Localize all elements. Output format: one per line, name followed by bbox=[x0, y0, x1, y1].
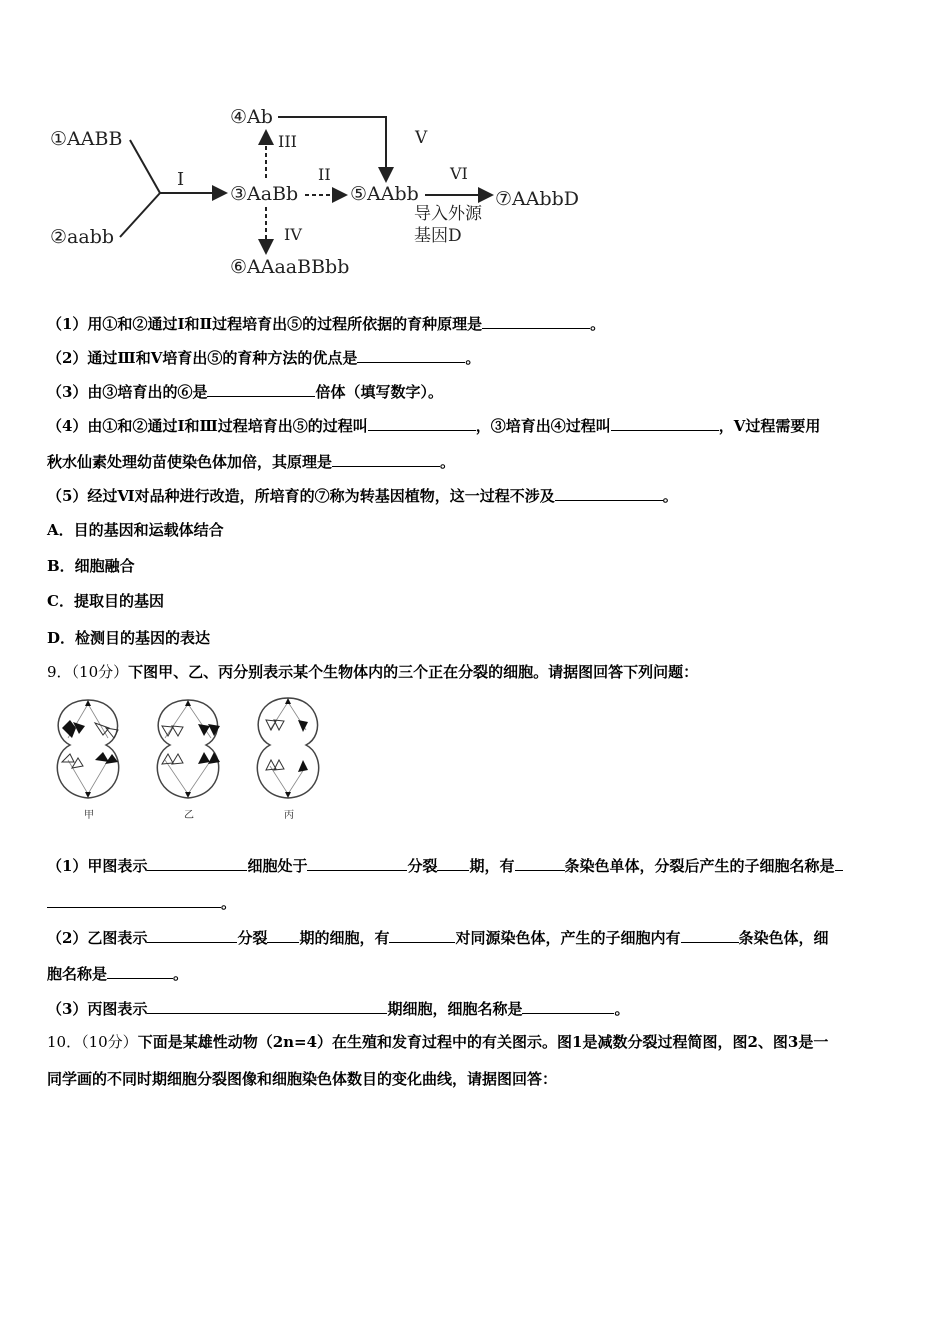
q9-p1-a: （1）甲图表示 bbox=[47, 857, 148, 875]
q8-part4 bbox=[47, 415, 820, 436]
cell-jia bbox=[57, 700, 118, 798]
q9-p1-c: 分裂 bbox=[407, 857, 438, 875]
label-VI: VI bbox=[450, 164, 468, 183]
q9-p2b-b: 。 bbox=[173, 965, 189, 983]
label-I: I bbox=[177, 169, 185, 190]
q9-p3-b: 期细胞，细胞名称是 bbox=[387, 1000, 523, 1018]
q9-p1-blank1[interactable] bbox=[147, 855, 247, 871]
cell-yi bbox=[157, 700, 220, 798]
q9-p1-blank3[interactable] bbox=[437, 855, 469, 871]
cell-figures bbox=[40, 690, 340, 825]
q8-p2-blank[interactable] bbox=[357, 347, 465, 363]
node-3: ③AaBb bbox=[230, 183, 299, 205]
q9-p1-blank2[interactable] bbox=[307, 855, 407, 871]
import-label-2: 基因D bbox=[414, 226, 462, 246]
q9-part1-cont bbox=[47, 892, 236, 913]
import-label-1: 导入外源 bbox=[414, 204, 482, 224]
label-bing: 丙 bbox=[284, 810, 294, 821]
q8-p4-mid: ，③培育出④过程叫 bbox=[475, 417, 611, 435]
q9-p1-e: 条染色单体，分裂后产生的子细胞名称是 bbox=[564, 857, 835, 875]
label-II: II bbox=[318, 165, 331, 184]
option-a[interactable]: A．目的基因和运载体结合 bbox=[47, 521, 224, 539]
q8-p4-end: ，Ⅴ过程需要用 bbox=[718, 417, 821, 435]
q8-p2-end: 。 bbox=[465, 349, 481, 367]
q8-p4-text: （4）由①和②通过Ⅰ和Ⅲ过程培育出⑤的过程叫 bbox=[47, 417, 368, 435]
q9-p1-blank4[interactable] bbox=[515, 855, 565, 871]
option-d[interactable]: D．检测目的基因的表达 bbox=[47, 629, 211, 647]
node-4: ④Ab bbox=[230, 106, 273, 128]
q9-part3 bbox=[47, 998, 629, 1019]
q8-part3 bbox=[47, 381, 443, 402]
q8-p1-blank[interactable] bbox=[482, 313, 590, 329]
q8-p4-blank2[interactable] bbox=[611, 415, 719, 431]
node-1: ①AABB bbox=[50, 128, 123, 150]
q9-p2-blank2[interactable] bbox=[267, 927, 299, 943]
q8-part4-cont bbox=[47, 451, 455, 472]
q9-p1-blank5a[interactable] bbox=[835, 855, 843, 871]
q10-stem bbox=[47, 1032, 828, 1052]
label-yi: 乙 bbox=[184, 810, 194, 821]
q8-part2 bbox=[47, 347, 480, 368]
q9-p3-c: 。 bbox=[614, 1000, 630, 1018]
q8-p4b-end: 。 bbox=[440, 453, 456, 471]
q8-p4b-blank[interactable] bbox=[332, 451, 440, 467]
q8-p3-end: 倍体（填写数字）。 bbox=[315, 383, 443, 401]
option-c[interactable]: C．提取目的基因 bbox=[47, 592, 164, 610]
q9-p3-blank1[interactable] bbox=[147, 998, 387, 1014]
q9-p1-b: 细胞处于 bbox=[247, 857, 308, 875]
q9-part1 bbox=[47, 855, 843, 876]
q10-stem-text: 下面是某雄性动物（2n=4）在生殖和发育过程中的有关图示。图1是减数分裂过程简图，图2、图3是一 bbox=[137, 1033, 829, 1051]
q9-part2-cont bbox=[47, 963, 188, 984]
q9-p1-d: 期，有 bbox=[469, 857, 515, 875]
q9-p2b-blank[interactable] bbox=[107, 963, 173, 979]
option-b[interactable]: B．细胞融合 bbox=[47, 557, 135, 575]
q8-part1 bbox=[47, 313, 605, 334]
label-IV: IV bbox=[284, 225, 302, 244]
q9-p2-c: 期的细胞，有 bbox=[299, 929, 390, 947]
q9-p1-f: 。 bbox=[221, 894, 237, 912]
q10-stem-text-2: 同学画的不同时期细胞分裂图像和细胞染色体数目的变化曲线，请据图回答： bbox=[47, 1070, 558, 1088]
edge-2 bbox=[120, 193, 160, 237]
label-III: III bbox=[278, 132, 297, 151]
q9-p2-blank1[interactable] bbox=[147, 927, 237, 943]
q9-p2-b: 分裂 bbox=[237, 929, 268, 947]
q9-p2-e: 条染色体，细 bbox=[738, 929, 829, 947]
q10-stem-cont bbox=[47, 1069, 557, 1089]
q8-p5-text: （5）经过Ⅵ对品种进行改造，所培育的⑦称为转基因植物，这一过程不涉及 bbox=[47, 487, 555, 505]
q8-p1-text: （1）用①和②通过Ⅰ和Ⅱ过程培育出⑤的过程所依据的育种原理是 bbox=[47, 315, 483, 333]
q9-p2-blank3[interactable] bbox=[389, 927, 455, 943]
q8-p2-text: （2）通过Ⅲ和Ⅴ培育出⑤的育种方法的优点是 bbox=[47, 349, 358, 367]
q8-p3-blank[interactable] bbox=[207, 381, 315, 397]
q8-p4-blank1[interactable] bbox=[368, 415, 476, 431]
label-V: V bbox=[415, 128, 428, 148]
q9-number: 9．（10分） bbox=[47, 663, 129, 681]
q9-p2-a: （2）乙图表示 bbox=[47, 929, 148, 947]
q9-p3-blank2[interactable] bbox=[522, 998, 614, 1014]
q8-part5 bbox=[47, 485, 678, 506]
q10-number: 10．（10分） bbox=[47, 1033, 138, 1051]
breeding-diagram bbox=[40, 95, 600, 285]
cell-bing bbox=[257, 698, 318, 798]
node-2: ②aabb bbox=[50, 226, 115, 248]
q8-p5-end: 。 bbox=[662, 487, 678, 505]
edge-1 bbox=[130, 140, 160, 193]
q8-p5-blank[interactable] bbox=[555, 485, 663, 501]
q9-p2-d: 对同源染色体，产生的子细胞内有 bbox=[455, 929, 681, 947]
q9-p2-blank4[interactable] bbox=[681, 927, 739, 943]
node-7: ⑦AAbbD bbox=[495, 188, 580, 210]
node-5: ⑤AAbb bbox=[350, 183, 419, 205]
q9-stem bbox=[47, 662, 698, 682]
q9-stem-text: 下图甲、乙、丙分别表示某个生物体内的三个正在分裂的细胞。请据图回答下列问题： bbox=[128, 663, 699, 681]
q9-p1-blank5b[interactable] bbox=[47, 892, 221, 908]
q9-part2 bbox=[47, 927, 829, 948]
label-jia: 甲 bbox=[84, 810, 94, 821]
q8-p1-end: 。 bbox=[590, 315, 606, 333]
q9-p2b-a: 胞名称是 bbox=[47, 965, 108, 983]
q8-p4b-text: 秋水仙素处理幼苗使染色体加倍，其原理是 bbox=[47, 453, 333, 471]
node-6: ⑥AAaaBBbb bbox=[230, 256, 350, 278]
q9-p3-a: （3）丙图表示 bbox=[47, 1000, 148, 1018]
q8-p3-text: （3）由③培育出的⑥是 bbox=[47, 383, 208, 401]
